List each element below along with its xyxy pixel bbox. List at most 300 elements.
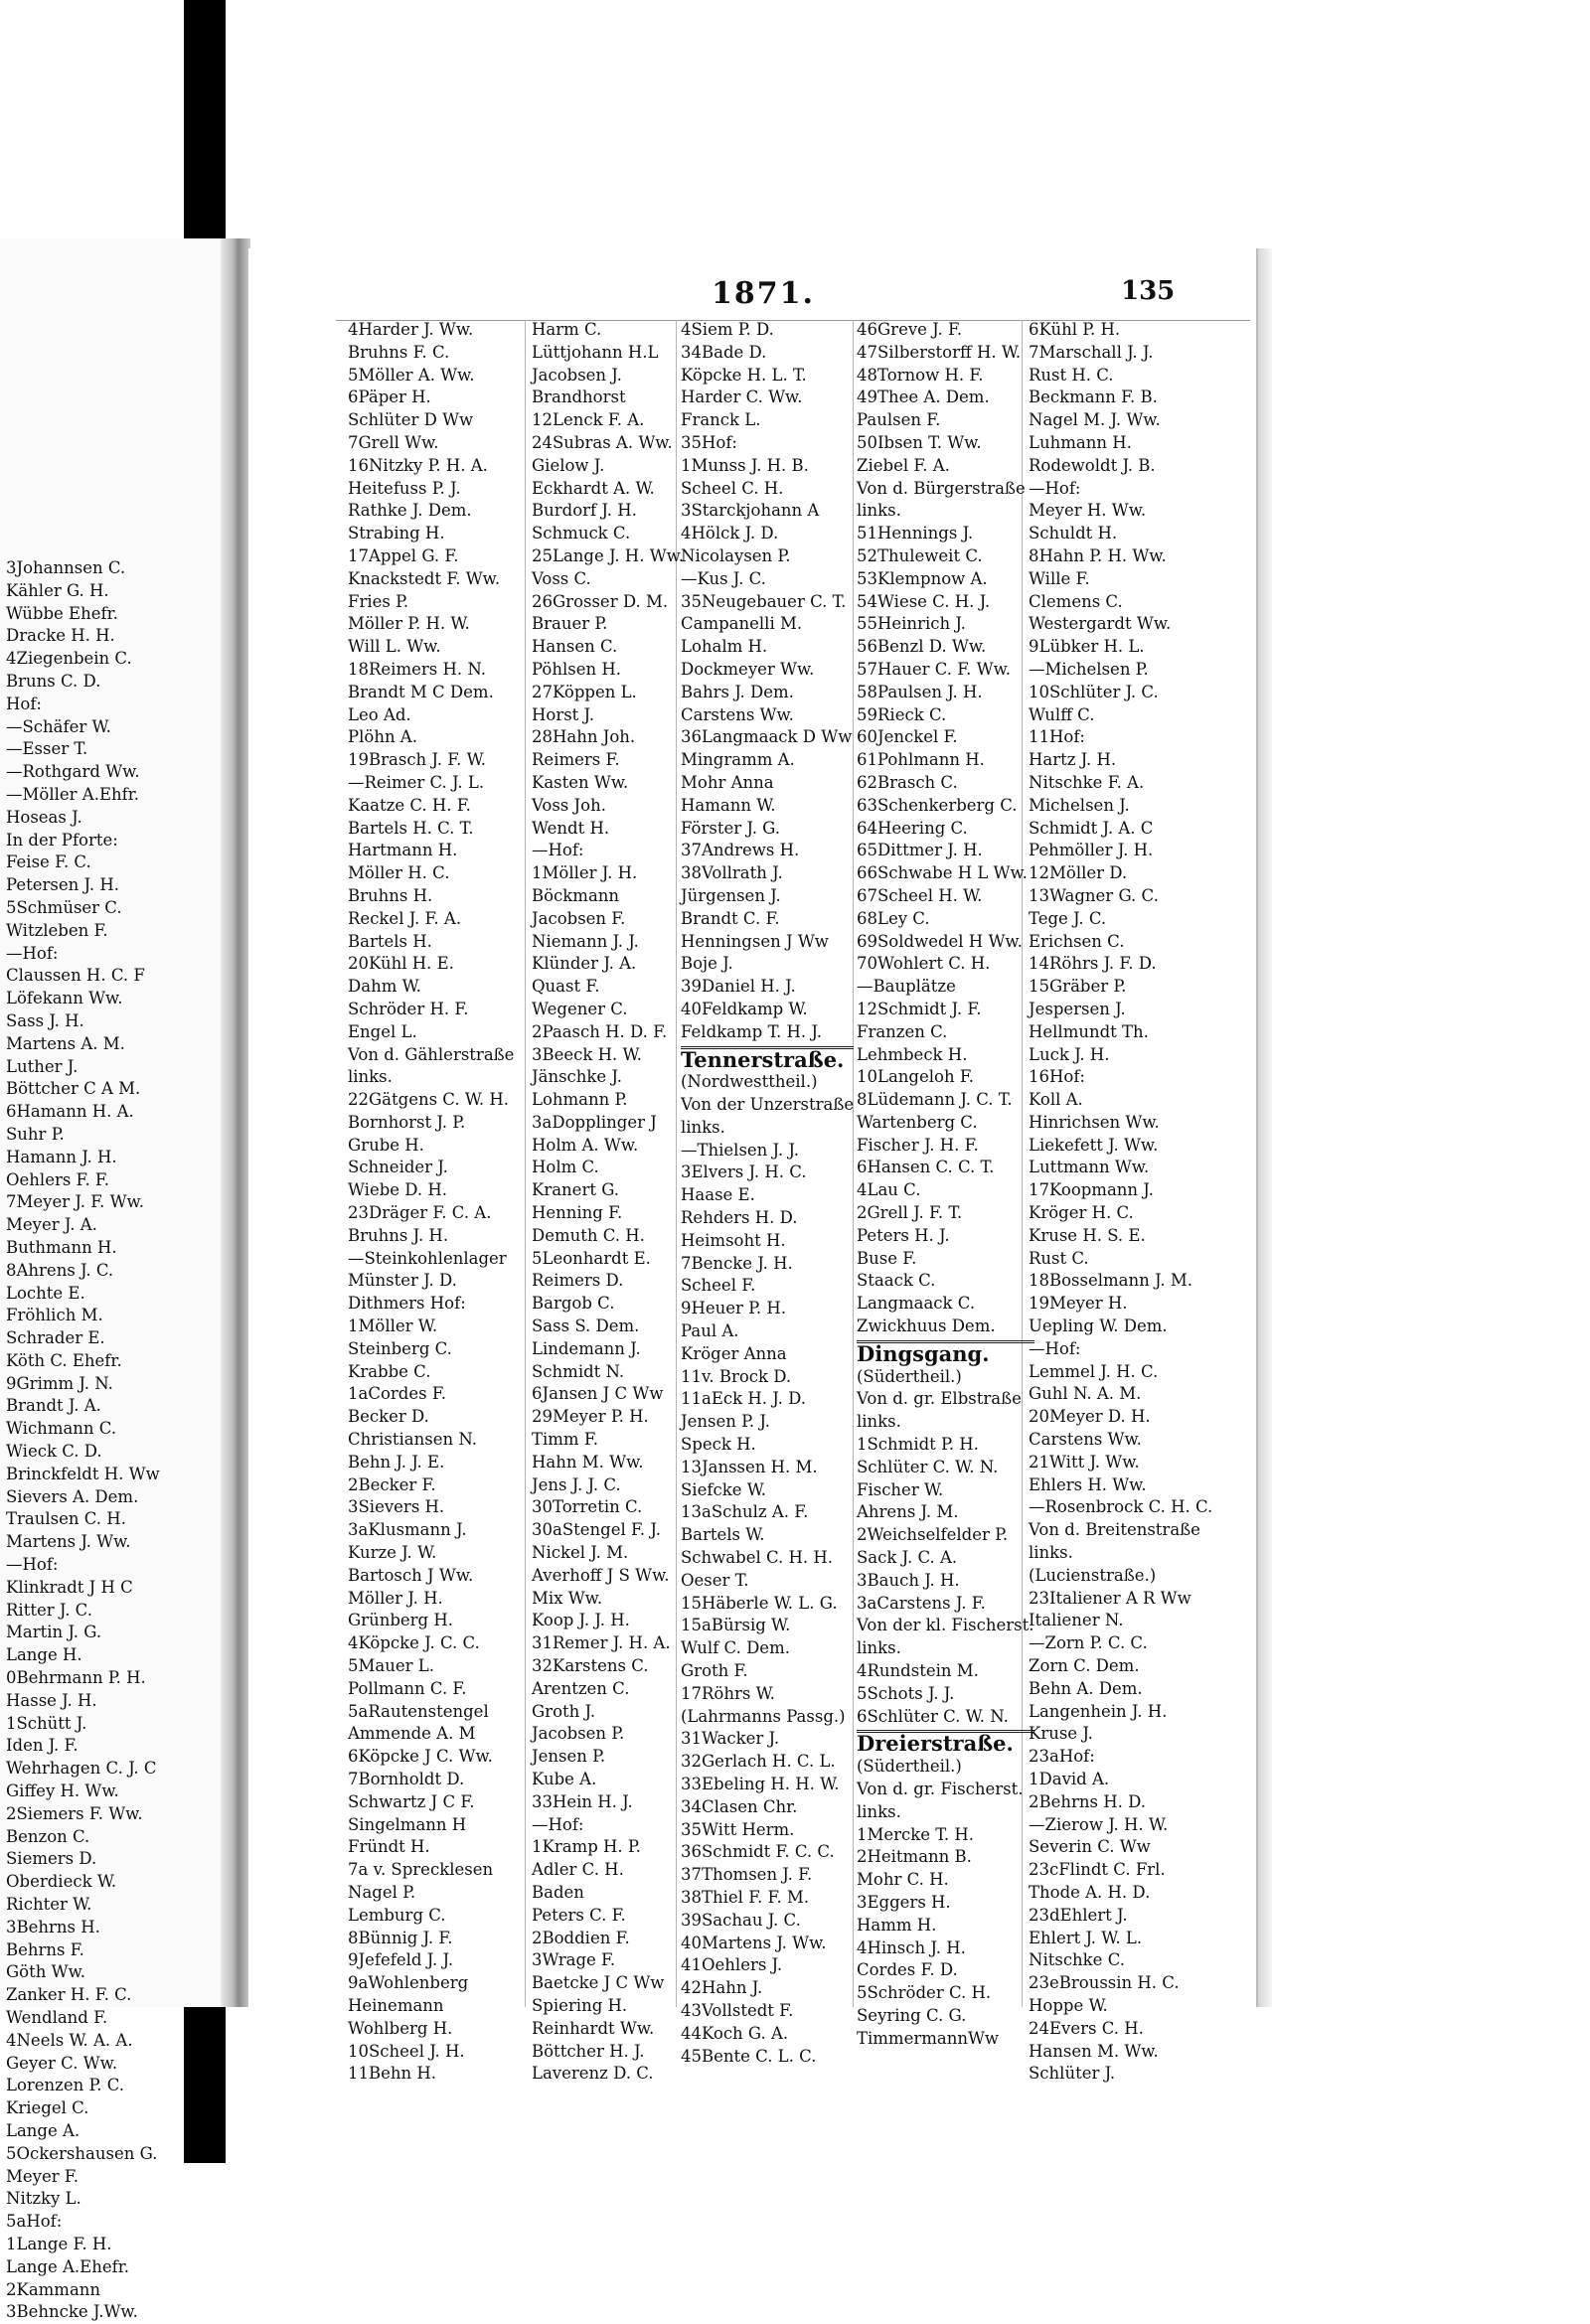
directory-entry: Nagel P. bbox=[348, 1882, 416, 1902]
directory-entry: Lemburg C. bbox=[348, 1905, 446, 1925]
directory-entry: Möller P. H. W. bbox=[348, 614, 470, 634]
directory-entry: Brandhorst bbox=[532, 387, 626, 407]
directory-entry: —Bauplätze bbox=[857, 977, 956, 997]
directory-entry: Von der Unzerstraße bbox=[681, 1095, 855, 1115]
directory-entry: Becker D. bbox=[348, 1407, 429, 1427]
directory-entry: 28Hahn Joh. bbox=[532, 727, 636, 747]
directory-entry: Carstens Ww. bbox=[1029, 1430, 1142, 1450]
directory-entry: Förster J. G. bbox=[681, 818, 781, 838]
directory-entry: 24Evers C. H. bbox=[1029, 2018, 1144, 2038]
directory-entry: Koop J. J. H. bbox=[532, 1611, 630, 1630]
directory-entry: Luck J. H. bbox=[1029, 1044, 1110, 1064]
directory-column-5 bbox=[1029, 319, 1212, 2086]
directory-entry: 60Jenckel F. bbox=[857, 727, 958, 747]
directory-entry: Von d. gr. Fischerst. bbox=[857, 1780, 1024, 1798]
directory-entry: Baetcke J C Ww bbox=[532, 1973, 665, 1993]
directory-entry: Wichmann C. bbox=[6, 1419, 117, 1439]
directory-entry: 3Wrage F. bbox=[532, 1950, 616, 1970]
directory-entry: Lohmann P. bbox=[532, 1090, 628, 1110]
directory-entry: (Südertheil.) bbox=[857, 1757, 962, 1777]
directory-entry: 41Oehlers J. bbox=[681, 1955, 783, 1975]
directory-entry: 49Thee A. Dem. bbox=[857, 387, 990, 407]
directory-entry: Hof: bbox=[6, 694, 42, 713]
directory-entry: Tege J. C. bbox=[1029, 908, 1107, 928]
directory-entry: Lindemann J. bbox=[532, 1338, 641, 1358]
directory-entry: 46Greve J. F. bbox=[857, 320, 963, 339]
directory-entry: 40Martens J. Ww. bbox=[681, 1933, 827, 1952]
directory-entry: 24Subras A. Ww. bbox=[532, 432, 673, 452]
directory-entry: Erichsen C. bbox=[1029, 931, 1125, 951]
directory-entry: 23Dräger F. C. A. bbox=[348, 1203, 492, 1223]
directory-entry: 37Andrews H. bbox=[681, 841, 800, 860]
directory-entry: Nicolaysen P. bbox=[681, 545, 791, 565]
directory-entry: Nitzky L. bbox=[6, 2189, 81, 2209]
directory-entry: Brauer P. bbox=[532, 614, 608, 634]
directory-entry: —Hof: bbox=[532, 841, 584, 860]
directory-entry: Sievers A. Dem. bbox=[6, 1486, 139, 1506]
directory-entry: Harm C. bbox=[532, 320, 602, 339]
directory-entry: 2Siemers F. Ww. bbox=[6, 1803, 143, 1823]
directory-entry: 1Munss J. H. B. bbox=[681, 455, 809, 475]
directory-entry: 9Lübker H. L. bbox=[1029, 637, 1145, 657]
directory-entry: Hoseas J. bbox=[6, 807, 82, 827]
directory-entry: Lorenzen P. C. bbox=[6, 2076, 125, 2095]
directory-entry: 21Witt J. Ww. bbox=[1029, 1452, 1140, 1472]
directory-entry: Engel L. bbox=[348, 1021, 417, 1041]
directory-entry: Wille F. bbox=[1029, 568, 1090, 588]
directory-entry: —Steinkohlenlager bbox=[348, 1248, 507, 1268]
directory-entry: Kähler G. H. bbox=[6, 580, 109, 600]
directory-entry: 2Paasch H. D. F. bbox=[532, 1021, 668, 1041]
directory-entry: 2Kammann bbox=[6, 2279, 101, 2299]
directory-entry: Möller J. H. bbox=[348, 1588, 443, 1608]
directory-entry: Siefcke W. bbox=[681, 1479, 767, 1499]
directory-entry: Steinberg C. bbox=[348, 1338, 452, 1358]
directory-entry: Bartels W. bbox=[681, 1525, 765, 1545]
directory-entry: links. bbox=[857, 1638, 901, 1658]
directory-entry: 58Paulsen J. H. bbox=[857, 682, 983, 701]
directory-entry: 6Schlüter C. W. N. bbox=[857, 1706, 1009, 1726]
directory-entry: 67Scheel H. W. bbox=[857, 885, 983, 905]
directory-entry: 35Hof: bbox=[681, 432, 737, 452]
directory-entry: Oeser T. bbox=[681, 1570, 749, 1590]
directory-entry: 35Neugebauer C. T. bbox=[681, 591, 847, 611]
directory-entry: Groth F. bbox=[681, 1661, 748, 1681]
directory-entry: Lemmel J. H. C. bbox=[1029, 1361, 1159, 1381]
directory-entry: Bornhorst J. P. bbox=[348, 1112, 466, 1132]
directory-entry: 10Langeloh F. bbox=[857, 1067, 974, 1087]
directory-entry: Koll A. bbox=[1029, 1090, 1083, 1110]
directory-entry: —Zierow J. H. W. bbox=[1029, 1814, 1169, 1834]
directory-entry: Kaatze C. H. F. bbox=[348, 795, 471, 815]
directory-entry: Schneider J. bbox=[348, 1158, 448, 1177]
directory-entry: 5Möller A. Ww. bbox=[348, 365, 475, 385]
directory-entry: 3Sievers H. bbox=[348, 1497, 445, 1517]
directory-entry: 20Kühl H. E. bbox=[348, 954, 454, 974]
directory-entry: Klinkradt J H C bbox=[6, 1577, 133, 1597]
directory-entry: 7Bornholdt D. bbox=[348, 1770, 465, 1788]
directory-entry: Italiener N. bbox=[1029, 1611, 1124, 1630]
directory-entry: Behn A. Dem. bbox=[1029, 1678, 1143, 1698]
directory-entry: Reinhardt Ww. bbox=[532, 2018, 655, 2038]
directory-entry: 6Hamann H. A. bbox=[6, 1102, 134, 1122]
directory-entry: 6Köpcke J C. Ww. bbox=[348, 1747, 493, 1767]
directory-entry: —Reimer C. J. L. bbox=[348, 772, 485, 792]
directory-entry: Kruse J. bbox=[1029, 1724, 1093, 1744]
directory-entry: Kröger H. C. bbox=[1029, 1203, 1134, 1223]
directory-entry: Oehlers F. F. bbox=[6, 1169, 110, 1189]
directory-entry: 36Schmidt F. C. C. bbox=[681, 1842, 835, 1862]
previous-page-edge bbox=[0, 238, 237, 2322]
directory-entry: 23eBroussin H. C. bbox=[1029, 1973, 1180, 1993]
directory-entry: Niemann J. J. bbox=[532, 931, 639, 951]
directory-entry: Mingramm A. bbox=[681, 750, 795, 770]
directory-entry: 5Leonhardt E. bbox=[532, 1248, 651, 1268]
directory-entry: Wendland F. bbox=[6, 2008, 108, 2027]
directory-entry: 4Neels W. A. A. bbox=[6, 2030, 133, 2050]
directory-entry: Averhoff J S Ww. bbox=[532, 1565, 670, 1585]
directory-entry: Schwartz J C F. bbox=[348, 1791, 475, 1811]
directory-entry: Scheel F. bbox=[681, 1276, 756, 1296]
directory-entry: 45Bente C. L. C. bbox=[681, 2046, 817, 2066]
directory-entry: 44Koch G. A. bbox=[681, 2023, 789, 2043]
directory-entry: Speck H. bbox=[681, 1435, 756, 1455]
directory-entry: 32Gerlach H. C. L. bbox=[681, 1752, 836, 1772]
directory-column-3 bbox=[681, 319, 854, 2068]
directory-entry: 54Wiese C. H. J. bbox=[857, 591, 991, 611]
directory-entry: —Rothgard Ww. bbox=[6, 762, 140, 782]
directory-entry: Bartels H. bbox=[348, 931, 432, 951]
directory-entry: Wehrhagen C. J. C bbox=[6, 1759, 157, 1779]
directory-column-2 bbox=[532, 319, 684, 2086]
directory-entry: Nitschke F. A. bbox=[1029, 772, 1145, 792]
directory-entry: 4Lau C. bbox=[857, 1180, 921, 1200]
directory-entry: Martens J. Ww. bbox=[6, 1532, 131, 1552]
directory-entry: Ehlert J. W. L. bbox=[1029, 1928, 1143, 1947]
directory-entry: Richter W. bbox=[6, 1895, 92, 1915]
directory-entry: Kube A. bbox=[532, 1770, 597, 1788]
directory-entry: 3aDopplinger J bbox=[532, 1112, 657, 1132]
directory-entry: Böttcher C A M. bbox=[6, 1079, 141, 1099]
directory-entry: 3aKlusmann J. bbox=[348, 1520, 467, 1540]
directory-entry: Hasse J. H. bbox=[6, 1690, 97, 1710]
directory-entry: Schlüter D Ww bbox=[348, 410, 474, 430]
directory-entry: 1David A. bbox=[1029, 1770, 1110, 1788]
directory-entry: Brandt C. F. bbox=[681, 908, 780, 928]
directory-entry: 7Grell Ww. bbox=[348, 432, 439, 452]
page-number: 135 bbox=[1121, 276, 1176, 306]
directory-entry: Wegener C. bbox=[532, 999, 628, 1018]
directory-entry: Dahm W. bbox=[348, 977, 421, 997]
directory-entry: Von der kl. Fischerst. bbox=[857, 1616, 1034, 1635]
directory-entry: —Schäfer W. bbox=[6, 716, 111, 736]
directory-entry: Klünder J. A. bbox=[532, 954, 637, 974]
directory-entry: Schmidt J. A. C bbox=[1029, 818, 1154, 838]
directory-entry: Strabing H. bbox=[348, 524, 445, 543]
directory-entry: —Rosenbrock C. H. C. bbox=[1029, 1497, 1213, 1517]
directory-entry: Michelsen J. bbox=[1029, 795, 1130, 815]
directory-entry: Ehlers H. Ww. bbox=[1029, 1474, 1147, 1494]
directory-entry: Kriegel C. bbox=[6, 2098, 89, 2118]
directory-entry: 39Sachau J. C. bbox=[681, 1910, 801, 1930]
directory-entry: Burdorf J. H. bbox=[532, 501, 637, 521]
directory-entry: 11v. Brock D. bbox=[681, 1366, 792, 1386]
directory-entry: 9Jefefeld J. J. bbox=[348, 1950, 454, 1970]
directory-entry: Dracke H. H. bbox=[6, 626, 115, 646]
directory-entry: 5Schröder C. H. bbox=[857, 1983, 992, 2003]
directory-entry: Reimers F. bbox=[532, 750, 620, 770]
directory-entry: 10Schlüter J. C. bbox=[1029, 682, 1159, 701]
directory-entry: Geyer C. Ww. bbox=[6, 2053, 118, 2073]
directory-entry: 23cFlindt C. Frl. bbox=[1029, 1860, 1166, 1880]
directory-entry: Dithmers Hof: bbox=[348, 1294, 466, 1314]
directory-entry: Rehders H. D. bbox=[681, 1208, 798, 1228]
directory-entry: 8Lüdemann J. C. T. bbox=[857, 1090, 1013, 1110]
directory-entry: 25Lange J. H. Ww. bbox=[532, 545, 685, 565]
directory-entry: Nagel M. J. Ww. bbox=[1029, 410, 1161, 430]
directory-entry: 6Jansen J C Ww bbox=[532, 1384, 664, 1404]
directory-entry: Münster J. D. bbox=[348, 1271, 457, 1291]
directory-entry: 2Becker F. bbox=[348, 1474, 436, 1494]
directory-entry: Feise F. C. bbox=[6, 852, 91, 872]
directory-entry: Pollmann C. F. bbox=[348, 1678, 467, 1698]
directory-entry: Hoppe W. bbox=[1029, 1995, 1108, 2015]
directory-entry: Cordes F. D. bbox=[857, 1960, 958, 1980]
directory-entry: Hansen M. Ww. bbox=[1029, 2041, 1159, 2061]
directory-entry: 11aEck H. J. D. bbox=[681, 1389, 806, 1409]
directory-entry: Martens A. M. bbox=[6, 1033, 125, 1053]
directory-entry: Westergardt Ww. bbox=[1029, 614, 1172, 634]
directory-entry: Horst J. bbox=[532, 704, 595, 724]
directory-entry: (Südertheil.) bbox=[857, 1366, 962, 1386]
directory-entry: Krabbe C. bbox=[348, 1361, 431, 1381]
directory-entry: 3Johannsen C. bbox=[6, 558, 126, 577]
directory-entry: 7Marschall J. J. bbox=[1029, 342, 1154, 362]
directory-entry: Fries P. bbox=[348, 591, 409, 611]
directory-entry: Quast F. bbox=[532, 977, 600, 997]
directory-entry: Meyer F. bbox=[6, 2166, 80, 2186]
directory-entry: Rust H. C. bbox=[1029, 365, 1114, 385]
directory-entry: 32Karstens C. bbox=[532, 1656, 649, 1676]
directory-entry: Sack J. C. A. bbox=[857, 1548, 958, 1568]
directory-entry: 22Gätgens C. W. H. bbox=[348, 1090, 510, 1110]
directory-entry: 33Hein H. J. bbox=[532, 1791, 633, 1811]
directory-entry: Luther J. bbox=[6, 1056, 79, 1076]
directory-entry: Severin C. Ww bbox=[1029, 1837, 1151, 1857]
directory-entry: Fröhlich M. bbox=[6, 1306, 103, 1325]
directory-column-1 bbox=[348, 319, 514, 2086]
directory-entry: Groth J. bbox=[532, 1701, 596, 1721]
directory-entry: —Hof: bbox=[532, 1814, 584, 1834]
directory-entry: Lochte E. bbox=[6, 1283, 85, 1303]
directory-entry: Hansen C. bbox=[532, 637, 618, 657]
directory-entry: 9Grimm J. N. bbox=[6, 1373, 113, 1393]
directory-entry: 55Heinrich J. bbox=[857, 614, 966, 634]
directory-entry: links. bbox=[857, 501, 901, 521]
directory-entry: 11Behn H. bbox=[348, 2064, 437, 2084]
directory-entry: 9aWohlenberg bbox=[348, 1973, 469, 1993]
street-heading: Tennerstraße. bbox=[681, 1046, 854, 1072]
directory-entry: Brinckfeldt H. Ww bbox=[6, 1464, 160, 1483]
directory-entry: links. bbox=[1029, 1543, 1073, 1563]
directory-entry: Schmidt N. bbox=[532, 1361, 625, 1381]
directory-entry: 1aCordes F. bbox=[348, 1384, 446, 1404]
directory-entry: Fischer J. H. F. bbox=[857, 1135, 979, 1155]
directory-entry: Witzleben F. bbox=[6, 920, 108, 940]
directory-entry: 31Wacker J. bbox=[681, 1729, 780, 1749]
directory-entry: Zwickhuus Dem. bbox=[857, 1317, 996, 1336]
directory-entry: Behn J. J. E. bbox=[348, 1452, 445, 1472]
directory-entry: Knackstedt F. Ww. bbox=[348, 568, 501, 588]
directory-entry: Wieck C. D. bbox=[6, 1442, 102, 1462]
directory-entry: Hamann J. H. bbox=[6, 1147, 117, 1166]
directory-entry: 3Behrns H. bbox=[6, 1917, 100, 1937]
directory-entry: 4Rundstein M. bbox=[857, 1661, 979, 1681]
directory-entry: Petersen J. H. bbox=[6, 875, 119, 895]
directory-entry: Schröder H. F. bbox=[348, 999, 469, 1018]
directory-entry: 3Behncke J.Ww. bbox=[6, 2302, 138, 2322]
directory-entry: Köpcke H. L. T. bbox=[681, 365, 807, 385]
directory-entry: Holm A. Ww. bbox=[532, 1135, 639, 1155]
directory-entry: Lohalm H. bbox=[681, 637, 768, 657]
directory-entry: 29Meyer P. H. bbox=[532, 1407, 649, 1427]
directory-entry: Boje J. bbox=[681, 954, 733, 974]
directory-entry: 5Schots J. J. bbox=[857, 1683, 955, 1703]
directory-entry: Kruse H. S. E. bbox=[1029, 1225, 1146, 1245]
directory-entry: 16Nitzky P. H. A. bbox=[348, 455, 488, 475]
directory-entry: Lange A.Ehefr. bbox=[6, 2256, 130, 2276]
book-gutter bbox=[221, 238, 250, 2007]
directory-entry: Bahrs J. Dem. bbox=[681, 682, 794, 701]
directory-entry: 62Brasch C. bbox=[857, 772, 958, 792]
directory-entry: 15aBürsig W. bbox=[681, 1616, 791, 1635]
directory-entry: Reimers D. bbox=[532, 1271, 624, 1291]
directory-entry: Timm F. bbox=[532, 1430, 598, 1450]
directory-entry: 9Heuer P. H. bbox=[681, 1299, 787, 1318]
directory-entry: 20Meyer D. H. bbox=[1029, 1407, 1151, 1427]
directory-entry: Giffey H. Ww. bbox=[6, 1782, 119, 1801]
directory-entry: Böckmann bbox=[532, 885, 620, 905]
directory-entry: 4Ziegenbein C. bbox=[6, 649, 132, 669]
directory-entry: 12Schmidt J. F. bbox=[857, 999, 982, 1018]
directory-entry: 35Witt Herm. bbox=[681, 1819, 795, 1839]
directory-entry: 18Reimers H. N. bbox=[348, 659, 486, 679]
directory-entry: —Kus J. C. bbox=[681, 568, 766, 588]
directory-entry: Scheel C. H. bbox=[681, 478, 784, 498]
directory-entry: 7Bencke J. H. bbox=[681, 1253, 793, 1273]
directory-entry: Mohr Anna bbox=[681, 772, 774, 792]
directory-entry: Schrader E. bbox=[6, 1328, 105, 1348]
directory-entry: Thode A. H. D. bbox=[1029, 1882, 1151, 1902]
directory-entry: Brandt M C Dem. bbox=[348, 682, 494, 701]
directory-entry: 5Ockershausen G. bbox=[6, 2143, 158, 2163]
directory-entry: 42Hahn J. bbox=[681, 1978, 763, 1998]
directory-entry: Heinemann bbox=[348, 1995, 444, 2015]
directory-entry: Jespersen J. bbox=[1029, 999, 1126, 1018]
directory-entry: 2Heitmann B. bbox=[857, 1847, 972, 1867]
directory-entry: Staack C. bbox=[857, 1271, 936, 1291]
directory-entry: —Hof: bbox=[6, 1555, 59, 1575]
directory-entry: Spiering H. bbox=[532, 1995, 628, 2015]
directory-entry: 1Schütt J. bbox=[6, 1713, 87, 1733]
directory-entry: 17Koopmann J. bbox=[1029, 1180, 1154, 1200]
directory-entry: Benzon C. bbox=[6, 1826, 90, 1846]
directory-entry: Mohr C. H. bbox=[857, 1870, 949, 1890]
directory-entry: links. bbox=[857, 1412, 901, 1432]
directory-entry: Clemens C. bbox=[1029, 591, 1123, 611]
directory-entry: 13aSchulz A. F. bbox=[681, 1502, 809, 1522]
directory-entry: Rodewoldt J. B. bbox=[1029, 455, 1156, 475]
directory-entry: 7a v. Sprecklesen bbox=[348, 1860, 494, 1880]
directory-entry: Ahrens J. M. bbox=[857, 1502, 959, 1522]
directory-entry: Seyring C. G. bbox=[857, 2005, 967, 2025]
directory-entry: Lehmbeck H. bbox=[857, 1044, 968, 1064]
directory-entry: Jacobsen F. bbox=[532, 908, 626, 928]
directory-entry: 13Janssen H. M. bbox=[681, 1457, 818, 1476]
directory-entry: Adler C. H. bbox=[532, 1860, 624, 1880]
directory-entry: 27Köppen L. bbox=[532, 682, 637, 701]
directory-entry: 23dEhlert J. bbox=[1029, 1905, 1128, 1925]
directory-entry: —Hof: bbox=[1029, 478, 1081, 498]
directory-entry: Jänschke J. bbox=[532, 1067, 622, 1087]
directory-entry: 18Bosselmann J. M. bbox=[1029, 1271, 1192, 1291]
directory-entry: links. bbox=[681, 1117, 725, 1137]
directory-entry: Buthmann H. bbox=[6, 1237, 117, 1257]
directory-entry: Von d. Breitenstraße bbox=[1029, 1520, 1200, 1540]
directory-entry: Löfekann Ww. bbox=[6, 989, 123, 1008]
directory-entry: Plöhn A. bbox=[348, 727, 417, 747]
directory-entry: Meyer J. A. bbox=[6, 1215, 97, 1235]
directory-entry: 57Hauer C. F. Ww. bbox=[857, 659, 1012, 679]
directory-entry: links. bbox=[348, 1067, 393, 1087]
directory-entry: 3Beeck H. W. bbox=[532, 1044, 642, 1064]
directory-entry: Siemers D. bbox=[6, 1849, 97, 1869]
directory-entry: 1Kramp H. P. bbox=[532, 1837, 641, 1857]
directory-entry: Paulsen F. bbox=[857, 410, 941, 430]
directory-entry: Harder C. Ww. bbox=[681, 387, 803, 407]
directory-entry: Voss C. bbox=[532, 568, 591, 588]
directory-entry: 17Appel G. F. bbox=[348, 545, 459, 565]
directory-entry: Hartmann H. bbox=[348, 841, 458, 860]
directory-entry: Kurze J. W. bbox=[348, 1543, 437, 1563]
directory-entry: Laverenz D. C. bbox=[532, 2064, 654, 2084]
directory-entry: 3Elvers J. H. C. bbox=[681, 1162, 807, 1182]
directory-entry: 31Remer J. H. A. bbox=[532, 1633, 671, 1653]
directory-entry: 4Siem P. D. bbox=[681, 320, 774, 339]
directory-entry: Beckmann F. B. bbox=[1029, 387, 1158, 407]
directory-entry: Kröger Anna bbox=[681, 1343, 787, 1363]
directory-entry: 53Klempnow A. bbox=[857, 568, 988, 588]
directory-entry: Ritter J. C. bbox=[6, 1600, 92, 1620]
directory-entry: Iden J. F. bbox=[6, 1736, 79, 1756]
directory-entry: Bargob C. bbox=[532, 1294, 615, 1314]
directory-entry: 38Vollrath J. bbox=[681, 863, 783, 883]
directory-entry: Bruhns H. bbox=[348, 885, 433, 905]
directory-entry: 16Hof: bbox=[1029, 1067, 1085, 1087]
directory-entry: 34Bade D. bbox=[681, 342, 767, 362]
directory-entry: 4Hinsch J. H. bbox=[857, 1937, 966, 1957]
directory-entry: Henning F. bbox=[532, 1203, 623, 1223]
directory-entry: 56Benzl D. Ww. bbox=[857, 637, 987, 657]
directory-entry: —Esser T. bbox=[6, 739, 88, 759]
directory-entry: 11Hof: bbox=[1029, 727, 1085, 747]
directory-entry: Holm C. bbox=[532, 1158, 599, 1177]
directory-entry: Luttmann Ww. bbox=[1029, 1158, 1150, 1177]
directory-entry: 3Eggers H. bbox=[857, 1892, 951, 1912]
directory-entry: Demuth C. H. bbox=[532, 1225, 645, 1245]
directory-entry: 23Italiener A R Ww bbox=[1029, 1588, 1192, 1608]
directory-entry: Sass J. H. bbox=[6, 1010, 84, 1030]
